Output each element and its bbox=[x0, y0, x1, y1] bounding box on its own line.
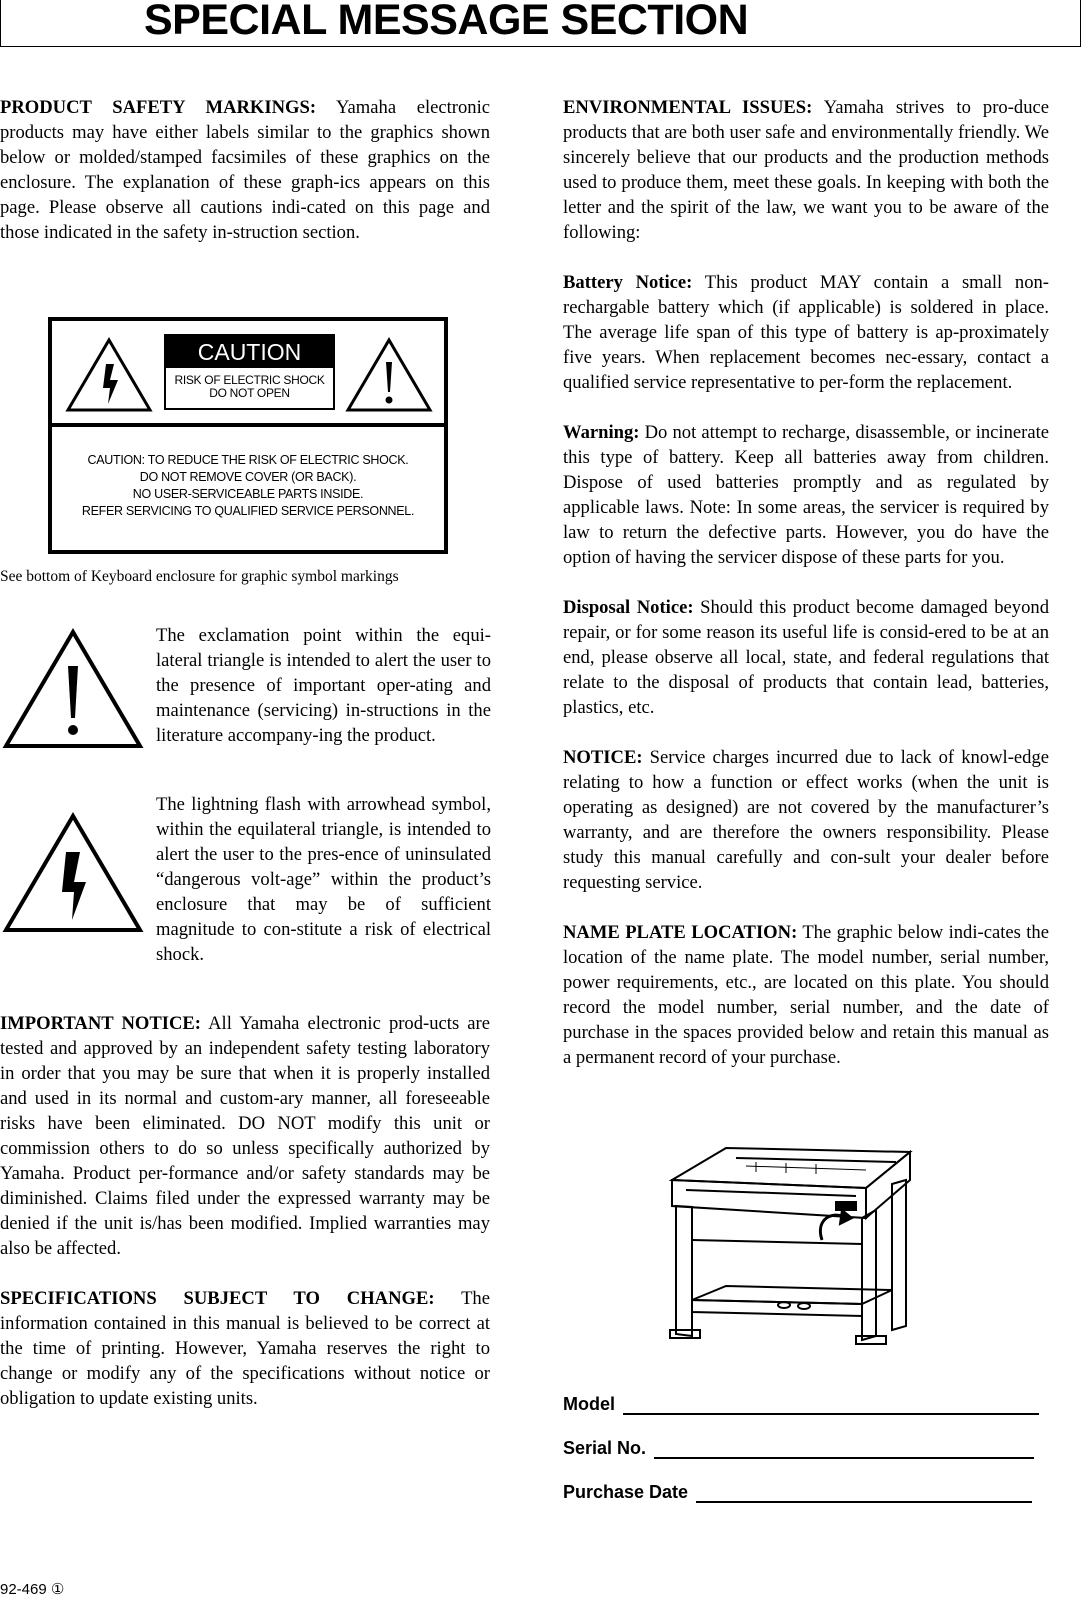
caution-divider bbox=[52, 423, 444, 427]
battery-text: This product MAY contain a small non-rechargable battery which (if applicable) is soldered in place. The average life span of this type of battery is ap-proximately five years. When replacement becomes nec-essary, contact a qualified service representative to per-form the replacement. bbox=[563, 272, 1049, 393]
keyboard-illustration bbox=[666, 1140, 916, 1350]
specifications-heading: SPECIFICATIONS SUBJECT TO CHANGE: bbox=[0, 1288, 435, 1309]
product-safety-text: Yamaha electronic products may have either labels similar to the graphics shown below or molded/stamped facsimiles of these graphics on the enclosure. The explanation of these graph-ics appears on this page. Please observe all cautions indi-cated on this page and those indicated in the safety in-struction section. bbox=[0, 97, 490, 243]
name-plate-text: The graphic below indi-cates the location of the name plate. The model number, serial number, power requirements, etc., are located on this plate. You should record the model number, serial number, and the date of purchase in the spaces provided below and retain this manual as a permanent record of your purchase. bbox=[563, 922, 1049, 1068]
warning-heading: Warning: bbox=[563, 422, 640, 443]
disposal-text: Should this product become damaged beyond repair, or for some reason its useful life is consid-ered to be at an end, please observe all local, state, and federal regulations that relate to the disposal of products that contain lead, batteries, plastics, etc. bbox=[563, 597, 1049, 718]
caution-body-line1: CAUTION: TO REDUCE THE RISK OF ELECTRIC SHOCK. bbox=[87, 453, 409, 467]
disposal-heading: Disposal Notice: bbox=[563, 597, 694, 618]
caution-label-line2: DO NOT OPEN bbox=[209, 386, 290, 400]
title-banner bbox=[0, 0, 1081, 47]
name-plate-heading: NAME PLATE LOCATION: bbox=[563, 922, 798, 943]
graphic-caption: See bottom of Keyboard enclosure for graphic symbol markings bbox=[0, 568, 399, 585]
caution-label-head: CAUTION bbox=[166, 336, 333, 368]
right-column bbox=[563, 95, 1049, 1095]
serial-label: Serial No. bbox=[563, 1438, 647, 1458]
notice-heading: NOTICE: bbox=[563, 747, 643, 768]
important-notice-heading: IMPORTANT NOTICE: bbox=[0, 1013, 202, 1034]
page-title: SPECIAL MESSAGE SECTION bbox=[144, 0, 749, 44]
product-safety-heading: PRODUCT SAFETY MARKINGS: bbox=[0, 97, 317, 118]
model-field[interactable] bbox=[563, 1394, 1039, 1415]
lightning-triangle-icon bbox=[2, 812, 144, 934]
warning-text: Do not attempt to recharge, disassemble, or incinerate this type of battery. Keep all batteries away from children. Dispose of used batteries promptly and as regulated by applicable laws. Note: In some areas, the servicer is required by law to return the defective parts. However, you do have the option of having the servicer dispose of these parts for you. bbox=[563, 422, 1049, 568]
caution-label-line1: RISK OF ELECTRIC SHOCK bbox=[174, 373, 325, 387]
caution-body-line4: REFER SERVICING TO QUALIFIED SERVICE PERSONNEL. bbox=[81, 504, 415, 518]
notice-text: Service charges incurred due to lack of knowl-edge relating to how a function or effect works (when the unit is operating as designed) are not covered by the manufacturer’s warranty, and are therefore the owners responsibility. Please study this manual carefully and con-sult your dealer before requesting service. bbox=[563, 747, 1049, 893]
exclamation-explanation: The exclamation point within the equi-lateral triangle is intended to alert the user to the presence of important oper-ating and maintenance (servicing) in-structions in the literature accompany-ing the product. bbox=[156, 625, 491, 746]
caution-body-line2: DO NOT REMOVE COVER (OR BACK). bbox=[139, 470, 357, 484]
environmental-text: Yamaha strives to pro-duce products that are both user safe and environmentally friendly. We sincerely believe that our products and the production methods used to produce them, meet these goals. In keeping with both the letter and the spirit of the law, we want you to be aware of the following: bbox=[563, 97, 1049, 243]
specifications-text: The information contained in this manual is believed to be correct at the time of printing. However, Yamaha reserves the right to change or modify any of the specifications without notice or obligation to update existing units. bbox=[0, 1288, 490, 1409]
product-safety-section bbox=[0, 95, 490, 270]
caution-body-line3: NO USER-SERVICEABLE PARTS INSIDE. bbox=[132, 487, 364, 501]
lightning-explanation: The lightning flash with arrowhead symbol, within the equilateral triangle, is intended to alert the user to the pres-ence of uninsulated “dangerous volt-age” within the product’s enclosure that may be of sufficient magnitude to con-stitute a risk of electrical shock. bbox=[156, 794, 491, 965]
exclamation-triangle-icon bbox=[344, 336, 434, 414]
battery-heading: Battery Notice: bbox=[563, 272, 693, 293]
purchase-date-label: Purchase Date bbox=[563, 1482, 689, 1502]
model-line[interactable] bbox=[623, 1395, 1039, 1415]
important-notice-section bbox=[0, 1011, 490, 1436]
purchase-date-field[interactable] bbox=[563, 1482, 1032, 1503]
caution-label-box bbox=[164, 334, 335, 410]
exclamation-triangle-icon bbox=[2, 628, 144, 750]
lightning-triangle-icon bbox=[64, 336, 154, 414]
important-notice-text: All Yamaha electronic prod-ucts are tested and approved by an independent safety testing laboratory in order that you may be sure that when it is properly installed and used in its normal and custom-ary manner, all foreseeable risks have been eliminated. DO NOT modify this unit or commission others to do so unless specifically authorized by Yamaha. Product per-formance and/or safety standards may be diminished. Claims filed under the expressed warranty may be denied if the unit is/has been modified. Implied warranties may also be affected. bbox=[0, 1013, 490, 1259]
purchase-date-line[interactable] bbox=[696, 1483, 1032, 1503]
serial-line[interactable] bbox=[654, 1439, 1034, 1459]
environmental-heading: ENVIRONMENTAL ISSUES: bbox=[563, 97, 813, 118]
model-label: Model bbox=[563, 1394, 615, 1414]
page-number: 92-469 ① bbox=[0, 1581, 65, 1598]
serial-field[interactable] bbox=[563, 1438, 1034, 1459]
caution-label-graphic bbox=[48, 317, 448, 554]
